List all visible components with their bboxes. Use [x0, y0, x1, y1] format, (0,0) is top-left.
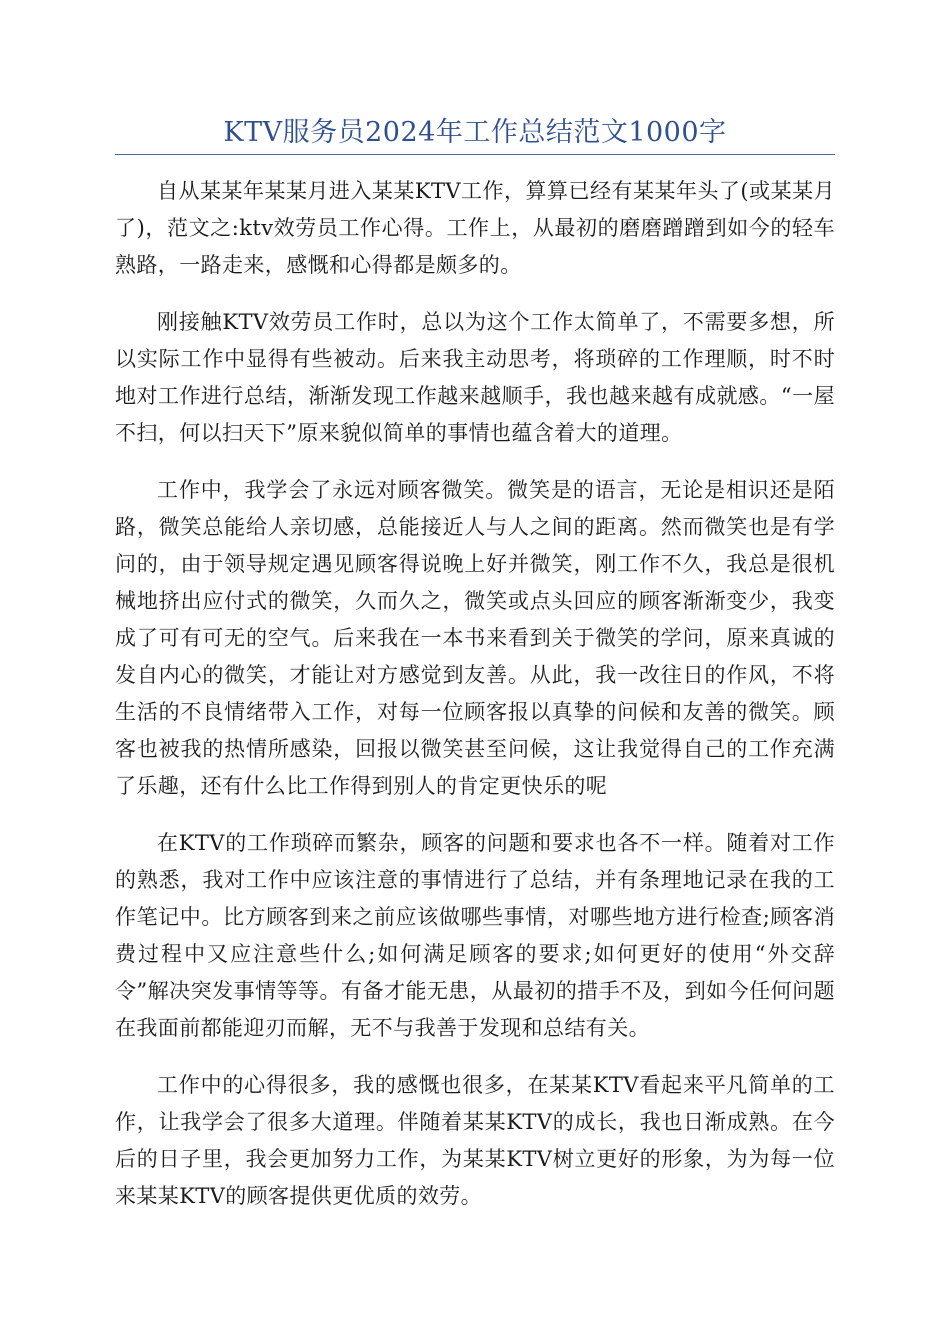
paragraph-1: 自从某某年某某月进入某某KTV工作，算算已经有某某年头了(或某某月了)，范文之:ktv效劳员工作心得。工作上，从最初的磨磨蹭蹭到如今的轻车熟路，一路走来，感慨和心得都是颇多的。 [115, 179, 835, 277]
document-body [115, 173, 835, 1235]
paragraph-4: 在KTV的工作琐碎而繁杂，顾客的问题和要求也各不一样。随着对工作的熟悉，我对工作中应该注意的事情进行了总结，并有条理地记录在我的工作笔记中。比方顾客到来之前应该做哪些事情，对哪些地方进行检查;顾客消费过程中又应注意些什么;如何满足顾客的要求;如何更好的使用“外交辞令”解决突发事情等等。有备才能无患，从最初的措手不及，到如今任何问题在我面前都能迎刃而解，无不与我善于发现和总结有关。 [115, 831, 835, 1040]
title-underline [115, 154, 835, 155]
paragraph-5: 工作中的心得很多，我的感慨也很多，在某某KTV看起来平凡简单的工作，让我学会了很多大道理。伴随着某某KTV的成长，我也日渐成熟。在今后的日子里，我会更加努力工作，为某某KTV树立更好的形象，为为每一位来某某KTV的顾客提供更优质的效劳。 [115, 1073, 835, 1208]
document-title: KTV服务员2024年工作总结范文1000字 [223, 117, 727, 148]
paragraph-3: 工作中，我学会了永远对顾客微笑。微笑是的语言，无论是相识还是陌路，微笑总能给人亲切感，总能接近人与人之间的距离。然而微笑也是有学问的，由于领导规定遇见顾客得说晚上好并微笑，刚工作不久，我总是很机械地挤出应付式的微笑，久而久之，微笑或点头回应的顾客渐渐变少，我变成了可有可无的空气。后来我在一本书来看到关于微笑的学问，原来真诚的发自内心的微笑，才能让对方感觉到友善。从此，我一改往日的作风，不将生活的不良情绪带入工作，对每一位顾客报以真挚的问候和友善的微笑。顾客也被我的热情所感染，回报以微笑甚至问候，这让我觉得自己的工作充满了乐趣，还有什么比工作得到别人的肯定更快乐的呢 [115, 478, 835, 798]
paragraph-2: 刚接触KTV效劳员工作时，总以为这个工作太简单了，不需要多想，所以实际工作中显得有些被动。后来我主动思考，将琐碎的工作理顺，时不时地对工作进行总结，渐渐发现工作越来越顺手，我也越来越有成就感。“一屋不扫，何以扫天下”原来貌似简单的事情也蕴含着大的道理。 [115, 310, 835, 445]
